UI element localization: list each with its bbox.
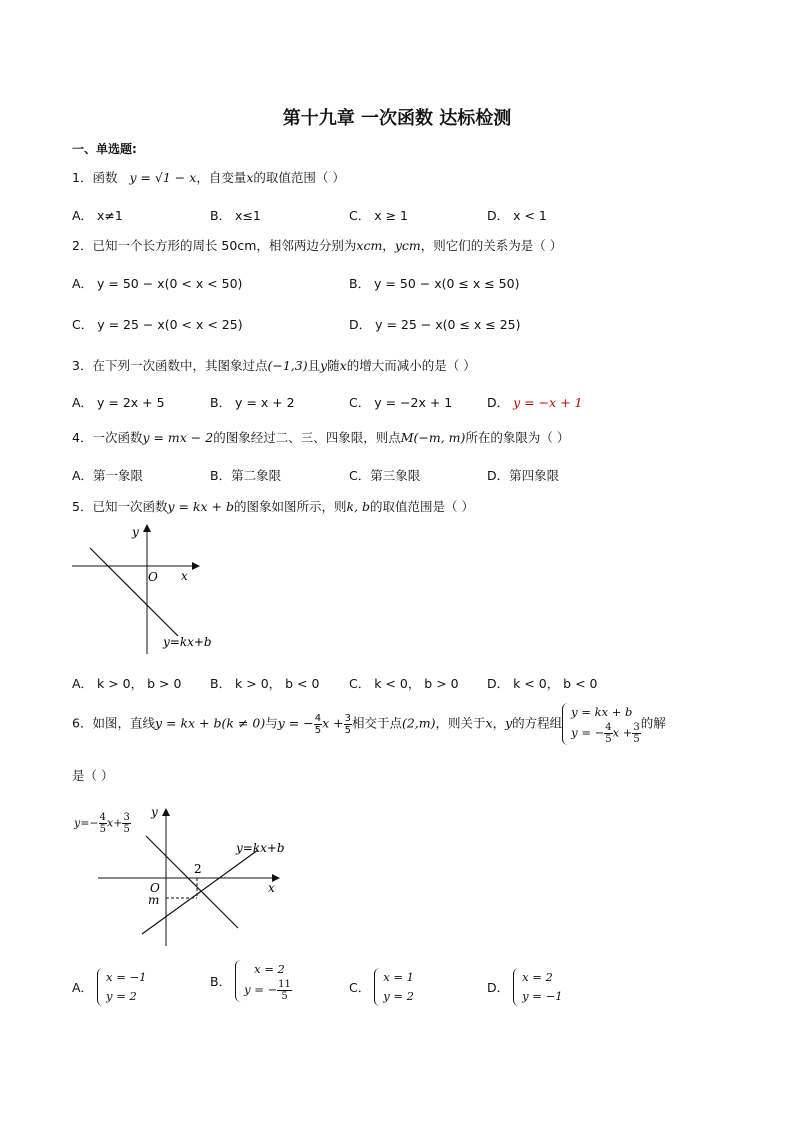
question-2-sep: ， <box>382 238 395 253</box>
question-2-y: ycm <box>394 238 421 253</box>
question-6-system-frac2-num: 3 <box>633 722 640 733</box>
question-2-prefix: 2．已知一个长方形的周长 50cm，相邻两边分别为 <box>72 238 357 253</box>
q5-option-c: C． k < 0， b > 0 <box>349 676 459 691</box>
q6-option-b-row1: x = 2 <box>254 962 285 976</box>
q6-line1-label: y=kx+b <box>236 841 285 855</box>
question-4-func: y = mx − 2 <box>142 430 214 445</box>
page-title: 第十九章 一次函数 达标检测 <box>282 108 512 129</box>
q6-option-c-system <box>374 968 414 1006</box>
question-3 <box>72 356 476 374</box>
question-4-mid: 的图象经过二、三、四象限，则点 <box>213 430 401 445</box>
question-6-system-frac1-num: 4 <box>605 722 612 733</box>
q4-option-a: A．第一象限 <box>72 468 144 483</box>
q6-line2-label <box>74 812 131 835</box>
question-4-prefix: 4．一次函数 <box>72 430 143 445</box>
question-5-prefix: 5．已知一次函数 <box>72 499 168 514</box>
question-6-system-frac2-den: 5 <box>633 734 640 745</box>
question-6-system-row2 <box>571 722 641 745</box>
question-6 <box>72 703 666 745</box>
q3-option-d-value: y = −x + 1 <box>513 395 583 410</box>
question-6-system <box>562 703 641 745</box>
q6-option-b-row2-lead: y = − <box>244 982 278 997</box>
question-5-suffix: 的取值范围是（ ） <box>370 499 475 514</box>
q6-option-c-brace <box>374 968 381 1006</box>
q5-line <box>90 548 178 636</box>
question-4 <box>72 428 569 446</box>
q6-option-d-system <box>513 968 562 1006</box>
q6-option-a-label: A． <box>72 980 94 995</box>
q6-line2-label-frac2 <box>122 812 130 835</box>
question-4-suffix: 所在的象限为（ ） <box>465 430 570 445</box>
question-1-prefix: 1．函数 <box>72 170 118 185</box>
question-2-suffix: ，则它们的关系为是（ ） <box>420 238 563 253</box>
q6-option-c-label: C． <box>349 980 371 995</box>
question-6-line2: 是（ ） <box>72 768 114 783</box>
q5-y-arrow <box>143 524 151 532</box>
question-3-prefix: 3．在下列一次函数中，其图象过点 <box>72 358 268 373</box>
q6-option-d-label: D． <box>487 980 510 995</box>
q6-option-d-row1: x = 2 <box>522 970 553 984</box>
question-6-system-row2-mid: x + <box>612 725 633 740</box>
q6-option-c-row1: x = 1 <box>383 970 414 984</box>
question-6-comma: ， <box>492 715 506 731</box>
q6-tick-x-label: 2 <box>194 862 202 876</box>
q6-line2-label-frac1-num: 4 <box>99 812 107 823</box>
question-1 <box>72 168 345 186</box>
q6-line2-label-frac2-num: 3 <box>123 812 130 823</box>
q6-option-b-row2 <box>244 979 292 1002</box>
q4-option-b: B．第二象限 <box>210 468 282 483</box>
q6-option-d <box>487 968 563 1006</box>
q1-option-d: D． x < 1 <box>487 208 547 223</box>
question-3-x: x <box>339 358 347 373</box>
q4-option-d: D．第四象限 <box>487 468 560 483</box>
question-6-suffix: 的解 <box>640 715 666 731</box>
q3-option-c: C． y = −2x + 1 <box>349 395 453 410</box>
question-4-point: M(−m, m) <box>400 430 466 445</box>
question-1-suffix: 的取值范围（ ） <box>253 170 345 185</box>
q6-option-d-row2: y = −1 <box>522 989 563 1003</box>
q5-y-label: y <box>132 525 139 539</box>
question-3-mid1: 且 <box>307 358 321 373</box>
q3-option-d-label: D． <box>487 395 510 410</box>
q5-line-label: y=kx+b <box>163 635 212 649</box>
q6-x-label: x <box>268 881 275 895</box>
question-6-frac2 <box>344 713 352 736</box>
q5-option-d: D． k < 0， b < 0 <box>487 676 598 691</box>
question-5-mid: 的图象如图所示，则 <box>234 499 347 514</box>
question-6-system-frac1-den: 5 <box>605 734 612 745</box>
q2-option-c: C． y = 25 − x(0 < x < 25) <box>72 317 243 332</box>
question-5 <box>72 497 474 515</box>
question-1-var: x <box>246 170 254 185</box>
question-6-prefix: 6．如图，直线 <box>72 715 155 731</box>
q6-option-a-brace <box>97 968 104 1006</box>
q6-option-c-row2: y = 2 <box>383 989 414 1003</box>
q5-origin-label: O <box>148 570 158 584</box>
q3-option-d <box>487 393 583 411</box>
question-6-frac2-num: 3 <box>344 712 351 724</box>
q6-line2-label-frac2-den: 5 <box>123 824 130 835</box>
q5-x-label: x <box>181 569 188 583</box>
question-2-x: xcm <box>356 238 383 253</box>
question-6-x: x <box>485 715 493 731</box>
question-6-line2-lead: y = − <box>277 715 314 731</box>
q6-option-a-system <box>97 968 146 1006</box>
q6-tick-y-label: m <box>148 893 160 907</box>
q6-option-a-row2: y = 2 <box>106 989 137 1003</box>
q6-option-b <box>210 960 292 1002</box>
q2-option-a: A． y = 50 − x(0 < x < 50) <box>72 276 243 291</box>
question-6-line1: y = kx + b(k ≠ 0) <box>154 715 266 731</box>
q5-graph <box>66 518 226 658</box>
question-6-frac1-num: 4 <box>314 712 322 724</box>
q6-y-arrow <box>162 808 170 816</box>
q6-option-a-row1: x = −1 <box>106 970 147 984</box>
question-3-point: (−1,3) <box>267 358 308 373</box>
question-6-frac2-den: 5 <box>344 724 351 736</box>
q5-x-arrow <box>192 562 200 570</box>
q3-option-a: A． y = 2x + 5 <box>72 395 165 410</box>
q6-option-b-label: B． <box>210 974 232 989</box>
section-header: 一、单选题: <box>72 142 137 156</box>
question-6-point: (2,m) <box>401 715 436 731</box>
q1-option-c: C． x ≥ 1 <box>349 208 408 223</box>
q2-option-d: D． y = 25 − x(0 ≤ x ≤ 25) <box>349 317 521 332</box>
question-1-mid: ，自变量 <box>196 170 247 185</box>
q2-option-b: B． y = 50 − x(0 ≤ x ≤ 50) <box>349 276 520 291</box>
q6-option-d-brace <box>513 968 520 1006</box>
q6-option-a <box>72 968 146 1006</box>
question-6-mid3: ，则关于 <box>435 715 486 731</box>
question-6-y: y <box>505 715 513 731</box>
question-6-mid4: 的方程组 <box>512 715 563 731</box>
q1-option-a: A． x≠1 <box>72 208 123 223</box>
q6-line2-label-mid: x+ <box>107 816 123 830</box>
question-3-mid2: 随 <box>327 358 340 373</box>
q4-option-c: C．第三象限 <box>349 468 421 483</box>
q6-line2-label-frac1-den: 5 <box>99 824 107 835</box>
q6-option-b-frac <box>277 979 292 1002</box>
q6-line2-label-frac1 <box>99 812 107 835</box>
question-6-system-brace <box>562 703 569 745</box>
q6-option-b-system <box>235 960 292 1002</box>
question-5-func: y = kx + b <box>167 499 234 514</box>
q6-option-b-frac-num: 11 <box>278 979 291 990</box>
question-6-frac1-den: 5 <box>314 724 322 736</box>
question-5-vars: k, b <box>346 499 371 514</box>
question-6-frac1 <box>314 713 322 736</box>
question-6-system-frac2 <box>632 722 640 745</box>
q5-option-a: A． k > 0， b > 0 <box>72 676 182 691</box>
question-6-system-row1: y = kx + b <box>571 705 633 719</box>
q1-option-b: B． x≤1 <box>210 208 261 223</box>
question-3-y: y <box>320 358 328 373</box>
q3-option-b: B． y = x + 2 <box>210 395 295 410</box>
question-6-mid2: 相交于点 <box>351 715 402 731</box>
q6-line2-label-lead: y=− <box>74 816 99 830</box>
q6-graph <box>72 806 302 951</box>
q6-origin-label: O <box>150 881 160 895</box>
q6-option-b-brace <box>235 960 242 1002</box>
question-1-formula: y = √1 − x <box>129 170 197 185</box>
question-6-line2-mid: x + <box>322 715 344 731</box>
question-6-system-frac1 <box>604 722 612 745</box>
q6-y-label: y <box>151 806 158 819</box>
question-6-system-row2-lead: y = − <box>571 725 605 740</box>
question-3-suffix: 的增大而减小的是（ ） <box>346 358 476 373</box>
q6-option-b-frac-den: 5 <box>281 991 288 1002</box>
question-2 <box>72 236 562 254</box>
q6-option-c <box>349 968 414 1006</box>
q5-option-b: B． k > 0， b < 0 <box>210 676 320 691</box>
question-6-mid1: 与 <box>265 715 278 731</box>
